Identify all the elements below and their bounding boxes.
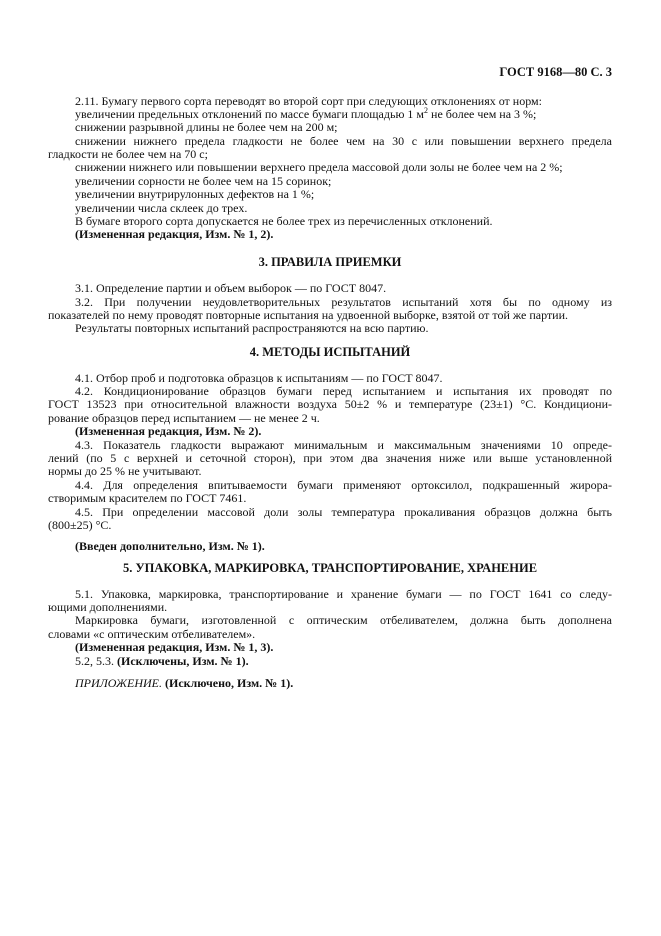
section-4-body xyxy=(48,372,612,554)
paragraph-line: 4.1. Отбор проб и подготовка образцов к испытаниям — по ГОСТ 8047. xyxy=(75,370,443,385)
amendment-note: (Введен дополнительно, Изм. № 1). xyxy=(75,539,265,554)
amendment-note: (Измененная редакция, Изм. № 1, 3). xyxy=(75,640,274,655)
paragraph-line: 4.2. Кондиционирование образцов бумаги перед испытанием и испытания их проводят по xyxy=(75,385,612,399)
paragraph-line: Результаты повторных испытаний распространяются на всю партию. xyxy=(75,321,429,336)
paragraph-line: 4.4. Для определения впитываемости бумаги применяют ортоксилол, подкрашенный жирора- xyxy=(75,478,612,492)
paragraph-line: 2.11. Бумагу первого сорта переводят во второй сорт при следующих отклонениях от норм: xyxy=(75,93,542,108)
appendix-label: ПРИЛОЖЕНИЕ. xyxy=(75,675,162,690)
paragraph-line: лений (по 5 с верхней и сеточной сторон), при этом два значения ниже или выше установленной xyxy=(48,451,612,465)
section-5-heading: 5. УПАКОВКА, МАРКИРОВКА, ТРАНСПОРТИРОВАНИЕ, ХРАНЕНИЕ xyxy=(122,561,538,576)
page-header: ГОСТ 9168—80 С. 3 xyxy=(499,65,612,79)
paragraph-line: снижении нижнего предела гладкости не более чем на 30 с или повышении верхнего предела xyxy=(75,134,612,148)
paragraph-line: 4.3. Показатель гладкости выражают минимальным и максимальным значениями 10 опреде- xyxy=(75,438,612,452)
paragraph-line: гладкости не более чем на 70 с; xyxy=(48,147,208,162)
paragraph-line: ГОСТ 13523 при относительной влажности воздуха 50±2 % и температуре (23±1) °С. Кондициони- xyxy=(48,398,612,412)
paragraph-line: 5.1. Упаковка, маркировка, транспортирование и хранение бумаги — по ГОСТ 1641 со следу- xyxy=(75,587,612,601)
paragraph-line: 3.1. Определение партии и объем выборок — по ГОСТ 8047. xyxy=(75,281,387,296)
paragraph-line: рование образцов перед испытанием — не менее 2 ч. xyxy=(48,410,320,425)
paragraph-line: створимым красителем по ГОСТ 7461. xyxy=(48,491,247,506)
text: 5.2, 5.3. xyxy=(75,653,117,668)
paragraph-line: увеличении числа склеек до трех. xyxy=(75,200,248,215)
paragraph-line: увеличении внутрирулонных дефектов на 1 %; xyxy=(75,187,315,202)
paragraph-line: нормы до 25 % не учитывают. xyxy=(48,464,202,479)
paragraph-line: 3.2. При получении неудовлетворительных результатов испытаний хотя бы по одному из xyxy=(75,295,612,309)
paragraph-line: Маркировка бумаги, изготовленной с оптическим отбеливателем, должна быть дополнена xyxy=(75,614,612,628)
amendment-note: (Исключено, Изм. № 1). xyxy=(161,675,294,690)
text: не более чем на 3 %; xyxy=(428,106,537,121)
paragraph-line: В бумаге второго сорта допускается не более трех из перечисленных отклонений. xyxy=(75,214,493,229)
superscript: 2 xyxy=(424,105,429,115)
section-3-body xyxy=(48,282,612,336)
paragraph-line: 4.5. При определении массовой доли золы температура прокаливания образцов должна быть xyxy=(75,505,612,519)
paragraph-line: словами «с оптическим отбеливателем». xyxy=(48,626,256,641)
appendix-line xyxy=(48,677,612,690)
section-3-heading: 3. ПРАВИЛА ПРИЕМКИ xyxy=(258,254,402,269)
paragraph-line xyxy=(48,655,612,668)
paragraph-line: увеличении сорности не более чем на 15 соринок; xyxy=(75,173,332,188)
paragraph-line: показателей по нему проводят повторные испытания на удвоенной выборке, взятой от той же партии. xyxy=(48,307,569,322)
paragraph-line xyxy=(48,105,612,121)
amendment-note: (Исключены, Изм. № 1). xyxy=(117,653,249,668)
amendment-note: (Измененная редакция, Изм. № 1, 2). xyxy=(75,227,274,242)
document-body xyxy=(48,95,612,691)
paragraph-line: (800±25) °С. xyxy=(48,517,112,532)
section-2-item-2-11 xyxy=(48,95,612,242)
section-5-body xyxy=(48,588,612,691)
section-4-heading: 4. МЕТОДЫ ИСПЫТАНИЙ xyxy=(249,344,411,359)
paragraph-line: ющими дополнениями. xyxy=(48,600,168,614)
paragraph-line: снижении нижнего или повышении верхнего предела массовой доли золы не более чем на 2 %; xyxy=(75,160,563,175)
amendment-note: (Измененная редакция, Изм. № 2). xyxy=(75,424,262,439)
paragraph-line: снижении разрывной длины не более чем на 200 м; xyxy=(75,120,338,135)
text: увеличении предельных отклонений по массе бумаги площадью 1 м xyxy=(75,106,425,121)
